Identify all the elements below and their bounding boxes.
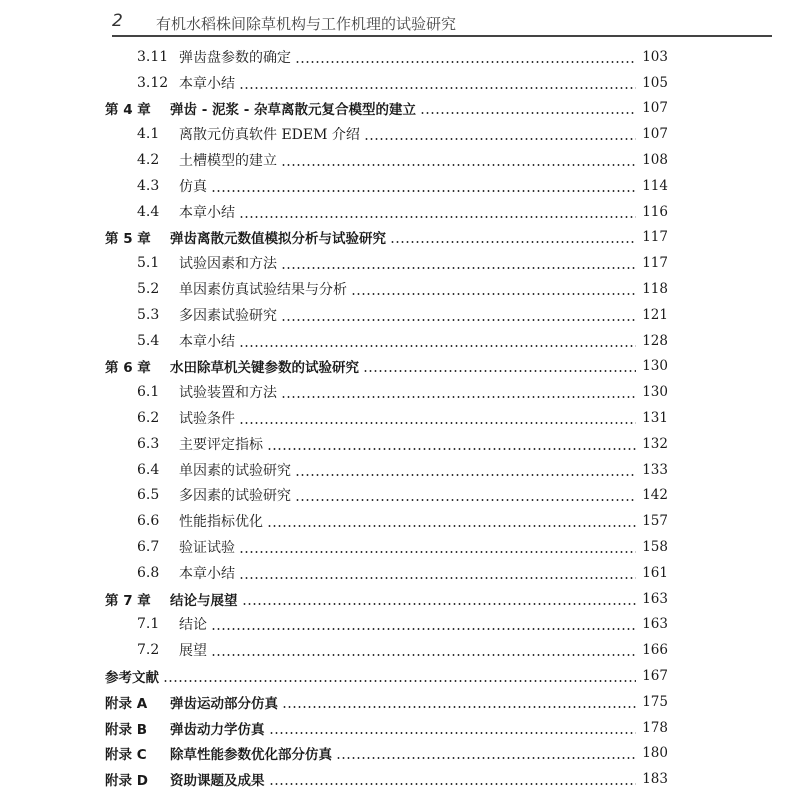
toc-entry-page: 131	[642, 410, 668, 427]
toc-chapter-entry[interactable]	[105, 96, 668, 122]
toc-entry-number: 第 5 章	[105, 231, 151, 248]
toc-entry-number: 4.2	[137, 152, 160, 169]
toc-section-entry[interactable]	[105, 250, 668, 276]
toc-entry-page: 130	[642, 358, 668, 375]
leader-dots	[281, 396, 636, 398]
toc-entry-number: 6.2	[137, 410, 160, 427]
toc-entry-number: 6.7	[137, 539, 160, 556]
toc-entry-title: 结论	[179, 617, 207, 634]
leader-dots	[242, 603, 637, 605]
leader-dots	[363, 370, 636, 372]
toc-entry-title: 水田除草机关键参数的试验研究	[170, 360, 359, 377]
toc-chapter-entry[interactable]	[105, 741, 668, 767]
leader-dots	[239, 422, 636, 424]
leader-dots	[295, 499, 636, 501]
toc-entry-page: 161	[642, 564, 668, 581]
leader-dots	[281, 267, 636, 269]
toc-entry-title: 本章小结	[179, 565, 235, 582]
leader-dots	[239, 87, 636, 89]
toc-entry-number: 附录 B	[105, 721, 147, 738]
toc-entry-number: 附录 C	[105, 747, 147, 764]
toc-entry-title: 性能指标优化	[179, 514, 263, 531]
toc-entry-number: 第 4 章	[105, 102, 151, 119]
toc-entry-number: 4.4	[137, 203, 160, 220]
toc-entry-title: 多因素的试验研究	[179, 488, 291, 505]
toc-chapter-entry[interactable]	[105, 715, 668, 741]
toc-entry-number: 4.3	[137, 177, 160, 194]
toc-section-entry[interactable]	[105, 302, 668, 328]
toc-section-entry[interactable]	[105, 560, 668, 586]
leader-dots	[336, 757, 636, 759]
toc-entry-title: 试验条件	[179, 411, 235, 428]
toc-entry-page: 163	[642, 590, 668, 607]
toc-section-entry[interactable]	[105, 534, 668, 560]
toc-entry-title: 资助课题及成果	[170, 773, 265, 790]
toc-entry-title: 仿真	[179, 178, 207, 195]
leader-dots	[269, 732, 637, 734]
leader-dots	[211, 628, 636, 630]
leader-dots	[390, 241, 636, 243]
leader-dots	[239, 577, 636, 579]
toc-chapter-entry[interactable]	[105, 766, 668, 792]
toc-entry-page: 166	[642, 642, 668, 659]
toc-section-entry[interactable]	[105, 457, 668, 483]
toc-entry-page: 118	[642, 281, 668, 298]
toc-entry-page: 175	[642, 693, 668, 710]
toc-entry-number: 7.1	[137, 616, 160, 633]
toc-section-entry[interactable]	[105, 328, 668, 354]
toc-entry-number: 5.3	[137, 306, 160, 323]
toc-entry-number: 5.2	[137, 281, 160, 298]
toc-entry-title: 弹齿盘参数的确定	[179, 49, 291, 66]
toc-entry-page: 180	[642, 745, 668, 762]
toc-entry-page: 105	[642, 74, 668, 91]
toc-entry-page: 167	[642, 668, 668, 685]
toc-entry-number: 3.11	[137, 48, 169, 65]
toc-entry-number: 第 6 章	[105, 360, 151, 377]
toc-entry-number: 5.1	[137, 255, 160, 272]
toc-entry-title: 本章小结	[179, 333, 235, 350]
toc-entry-page: 108	[642, 152, 668, 169]
leader-dots	[351, 293, 636, 295]
toc-entry-number: 附录 D	[105, 773, 148, 790]
toc-section-entry[interactable]	[105, 431, 668, 457]
toc-section-entry[interactable]	[105, 199, 668, 225]
toc-entry-title: 本章小结	[179, 204, 235, 221]
toc-chapter-entry[interactable]	[105, 689, 668, 715]
toc-entry-number: 6.6	[137, 513, 160, 530]
toc-entry-number: 6.8	[137, 564, 160, 581]
toc-section-entry[interactable]	[105, 276, 668, 302]
page-number: 2	[112, 11, 123, 31]
leader-dots	[420, 112, 636, 114]
toc-entry-page: 117	[642, 229, 668, 246]
toc-section-entry[interactable]	[105, 612, 668, 638]
table-of-contents	[105, 44, 668, 792]
toc-entry-page: 158	[642, 539, 668, 556]
toc-entry-page: 133	[642, 461, 668, 478]
toc-chapter-entry[interactable]	[105, 663, 668, 689]
toc-entry-number: 6.3	[137, 435, 160, 452]
toc-section-entry[interactable]	[105, 121, 668, 147]
toc-entry-title: 离散元仿真软件 EDEM 介绍	[179, 127, 360, 144]
leader-dots	[269, 783, 637, 785]
toc-section-entry[interactable]	[105, 147, 668, 173]
toc-entry-title: 参考文献	[105, 670, 159, 687]
toc-entry-title: 弹齿运动部分仿真	[170, 695, 278, 712]
leader-dots	[364, 138, 636, 140]
leader-dots	[295, 61, 636, 63]
running-title: 有机水稻株间除草机构与工作机理的试验研究	[156, 15, 457, 33]
toc-section-entry[interactable]	[105, 44, 668, 70]
leader-dots	[211, 654, 636, 656]
toc-entry-title: 主要评定指标	[179, 436, 263, 453]
toc-entry-title: 除草性能参数优化部分仿真	[170, 747, 332, 764]
leader-dots	[281, 319, 636, 321]
toc-section-entry[interactable]	[105, 508, 668, 534]
toc-chapter-entry[interactable]	[105, 354, 668, 380]
toc-entry-title: 验证试验	[179, 540, 235, 557]
leader-dots	[295, 474, 636, 476]
toc-entry-title: 弹齿离散元数值模拟分析与试验研究	[170, 231, 386, 248]
toc-entry-number: 附录 A	[105, 695, 148, 712]
toc-section-entry[interactable]	[105, 379, 668, 405]
toc-entry-page: 121	[642, 306, 668, 323]
toc-entry-page: 183	[642, 771, 668, 788]
leader-dots	[267, 448, 636, 450]
toc-entry-number: 6.4	[137, 461, 160, 478]
toc-section-entry[interactable]	[105, 173, 668, 199]
leader-dots	[211, 190, 636, 192]
page-header	[112, 8, 772, 38]
toc-entry-page: 103	[642, 48, 668, 65]
toc-entry-title: 土槽模型的建立	[179, 153, 277, 170]
toc-entry-page: 107	[642, 126, 668, 143]
toc-entry-title: 试验因素和方法	[179, 256, 277, 273]
toc-entry-title: 弹齿动力学仿真	[170, 721, 265, 738]
toc-entry-title: 试验装置和方法	[179, 385, 277, 402]
leader-dots	[239, 345, 636, 347]
toc-entry-number: 4.1	[137, 126, 160, 143]
leader-dots	[267, 525, 636, 527]
leader-dots	[239, 551, 636, 553]
toc-section-entry[interactable]	[105, 637, 668, 663]
toc-entry-title: 结论与展望	[170, 592, 238, 609]
toc-entry-title: 本章小结	[179, 75, 235, 92]
toc-entry-page: 130	[642, 384, 668, 401]
toc-entry-number: 7.2	[137, 642, 160, 659]
toc-entry-page: 132	[642, 435, 668, 452]
toc-entry-number: 第 7 章	[105, 592, 151, 609]
toc-section-entry[interactable]	[105, 483, 668, 509]
toc-entry-number: 5.4	[137, 332, 160, 349]
leader-dots	[281, 164, 636, 166]
toc-entry-page: 117	[642, 255, 668, 272]
toc-entry-title: 单因素的试验研究	[179, 462, 291, 479]
toc-chapter-entry[interactable]	[105, 586, 668, 612]
toc-chapter-entry[interactable]	[105, 225, 668, 251]
toc-entry-page: 157	[642, 513, 668, 530]
leader-dots	[163, 680, 636, 682]
toc-entry-page: 114	[642, 177, 668, 194]
toc-entry-page: 116	[642, 203, 668, 220]
toc-entry-page: 128	[642, 332, 668, 349]
toc-entry-page: 163	[642, 616, 668, 633]
toc-entry-page: 178	[642, 719, 668, 736]
leader-dots	[239, 216, 636, 218]
toc-entry-number: 3.12	[137, 74, 169, 91]
toc-entry-page: 142	[642, 487, 668, 504]
toc-entry-number: 6.5	[137, 487, 160, 504]
leader-dots	[282, 706, 636, 708]
toc-entry-title: 展望	[179, 643, 207, 660]
toc-entry-page: 107	[642, 100, 668, 117]
toc-entry-number: 6.1	[137, 384, 160, 401]
toc-section-entry[interactable]	[105, 70, 668, 96]
toc-entry-title: 弹齿 - 泥浆 - 杂草离散元复合模型的建立	[170, 102, 417, 119]
toc-section-entry[interactable]	[105, 405, 668, 431]
header-rule	[112, 35, 772, 37]
toc-entry-title: 多因素试验研究	[179, 307, 277, 324]
toc-entry-title: 单因素仿真试验结果与分析	[179, 282, 347, 299]
